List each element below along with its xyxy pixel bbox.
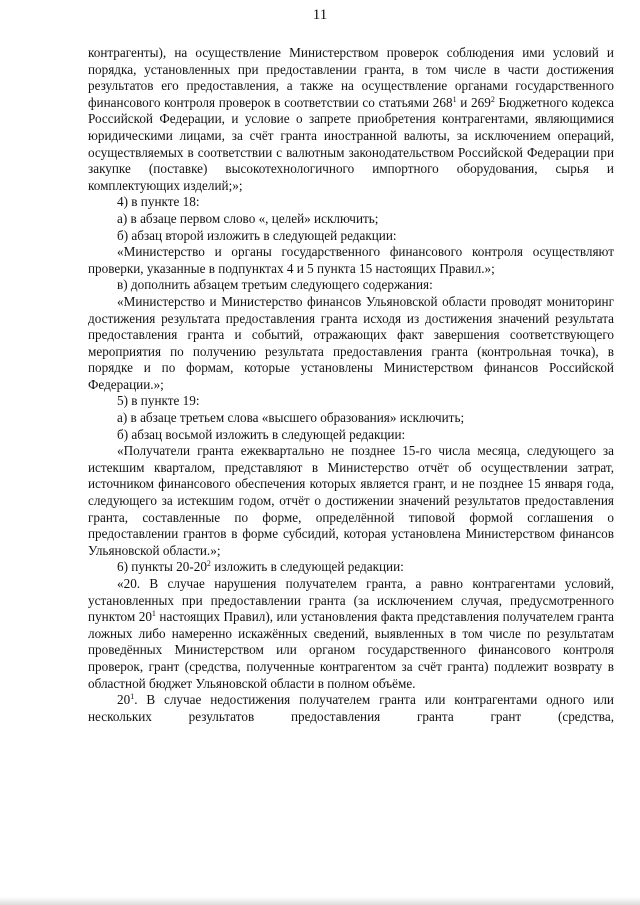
paragraph-text: «20. В случае нарушения получателем гранта, а равно контрагентами условий, установленных при предоставлении гранта (за исключением случая, предусмотренного пунктом 20: [88, 576, 614, 625]
paragraph-text: 6) пункты 20-20: [117, 559, 207, 575]
superscript: 2: [490, 94, 495, 104]
paragraph: [88, 45, 614, 194]
superscript: 1: [151, 609, 156, 619]
paragraph: а) в абзаце первом слово «, целей» исключить;: [117, 210, 379, 226]
paragraph-text: изложить в следующей редакции:: [210, 559, 404, 575]
superscript: 2: [206, 559, 211, 569]
paragraph: «Министерство и органы государственного финансового контроля осуществляют проверки, указанные в подпунктах 4 и 5 пункта 15 настоящих Правил.»;: [88, 244, 614, 276]
paragraph: б) абзац второй изложить в следующей редакции:: [117, 227, 397, 243]
paragraph: а) в абзаце третьем слова «высшего образования» исключить;: [117, 410, 465, 426]
paragraph: [88, 559, 614, 576]
paragraph-text: настоящих Правил), или установления факта представления получателем гранта ложных либо намеренно искажённых сведений, выявленных в том числе по результатам проведённых Министерством или органом государственного финансового контроля проверок, грант (средства, полученные контрагентом за счёт гранта) подлежит возврату в областной бюджет Ульяновской области в полном объёме.: [88, 609, 614, 691]
paragraph: в) дополнить абзацем третьим следующего содержания:: [117, 277, 433, 293]
paragraph: [88, 576, 614, 692]
page-bottom-edge: [0, 897, 640, 905]
paragraph-text: . В случае недостижения получателем гранта или контрагентами одного или нескольких результатов предоставления гранта грант (средства,: [88, 692, 614, 724]
document-body: [88, 45, 614, 725]
paragraph-text: контрагенты), на осуществление Министерством проверок соблюдения ими условий и порядка, установленных при предоставлении гранта, в том числе в части достижения результатов его предоставления, а также на осуществление органами государственного финансового контроля проверок в соответствии со статьями 268: [88, 45, 614, 110]
paragraph-text: и 269: [456, 94, 491, 110]
paragraph: «Получатели гранта ежеквартально не позднее 15-го числа месяца, следующего за истекшим кварталом, представляют в Министерство отчёт об осуществлении затрат, источником финансового обеспечения которых является грант, и не позднее 15 января года, следующего за истекшим годом, отчёт о достижении значений результатов предоставления гранта, составленные по форме, определённой типовой формой соглашения о предоставлении грантов в форме субсидий, которая установлена Министерством финансов Ульяновской области.»;: [88, 443, 614, 558]
paragraph-text: Бюджетного кодекса Российской Федерации, и условие о запрете приобретения контрагентами, являющимися юридическими лицами, за счёт гранта иностранной валюты, за исключением операций, осуществляемых в соответствии с валютным законодательством Российской Федерации при закупке (поставке) высокотехнологичного импортного оборудования, сырья и комплектующих изделий;»;: [88, 94, 614, 193]
paragraph: «Министерство и Министерство финансов Ульяновской области проводят мониторинг достижения результата предоставления гранта исходя из достижения значений результата предоставления гранта и событий, отражающих факт завершения соответствующего мероприятия по получению результата предоставления гранта (контрольная точка), в порядке и по формам, которые установлены Министерством финансов Российской Федерации.»;: [88, 293, 614, 392]
page-number: 11: [312, 7, 328, 23]
paragraph: 4) в пункте 18:: [117, 194, 200, 210]
paragraph: 5) в пункте 19:: [117, 393, 200, 409]
paragraph: [88, 692, 614, 725]
paragraph-text: 20: [117, 692, 131, 708]
superscript: 1: [130, 692, 135, 702]
superscript: 1: [452, 94, 457, 104]
paragraph: б) абзац восьмой изложить в следующей редакции:: [117, 426, 406, 442]
